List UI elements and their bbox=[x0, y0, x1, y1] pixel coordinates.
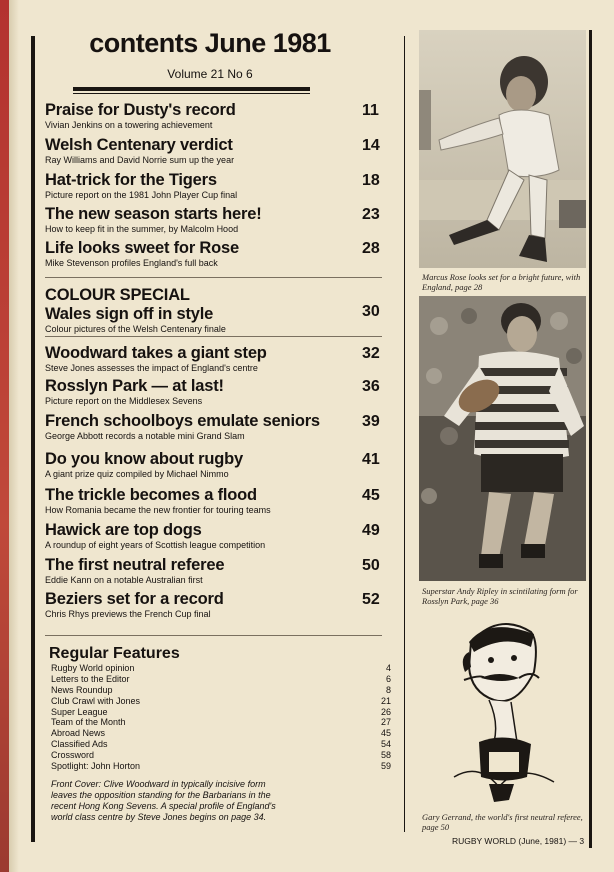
article-subtitle: How Romania became the new frontier for touring teams bbox=[45, 505, 271, 515]
binding-edge bbox=[0, 0, 9, 872]
article-subtitle: Ray Williams and David Norrie sum up the year bbox=[45, 155, 235, 165]
article-entry[interactable] bbox=[45, 412, 395, 442]
colour-special-entry[interactable] bbox=[45, 286, 395, 335]
regular-features-title: Regular Features bbox=[49, 645, 180, 662]
feature-label: Abroad News bbox=[51, 728, 106, 739]
photo-caption: Marcus Rose looks set for a bright future, with England, page 28 bbox=[422, 272, 581, 292]
front-cover-note: Front Cover: Clive Woodward in typically incisive form leaves the opposition standing for the Barbarians in the recent Hong Kong Sevens. A special profile of England's world class centre by Steve Jones begins on page 34. bbox=[51, 779, 276, 822]
article-page-number: 23 bbox=[362, 206, 380, 223]
feature-label: Spotlight: John Horton bbox=[51, 761, 141, 772]
article-heading: Hawick are top dogs bbox=[45, 521, 202, 539]
article-page-number: 52 bbox=[362, 591, 380, 608]
article-heading: Wales sign off in style bbox=[45, 305, 214, 323]
feature-page: 58 bbox=[380, 750, 391, 761]
article-entry[interactable] bbox=[45, 344, 395, 374]
article-subtitle: Mike Stevenson profiles England's full back bbox=[45, 258, 218, 268]
article-subtitle: Picture report on the Middlesex Sevens bbox=[45, 396, 203, 406]
regular-feature-item[interactable] bbox=[51, 707, 391, 718]
article-page-number: 18 bbox=[362, 172, 380, 189]
photo-andy-ripley bbox=[419, 296, 586, 581]
title-rule bbox=[73, 87, 310, 91]
article-heading: Rosslyn Park — at last! bbox=[45, 377, 224, 395]
feature-label: Club Crawl with Jones bbox=[51, 695, 141, 706]
article-page-number: 36 bbox=[362, 378, 380, 395]
feature-label: Crossword bbox=[51, 750, 95, 761]
photo-caption: Superstar Andy Ripley in scintilating form for Rosslyn Park, page 36 bbox=[422, 586, 578, 606]
regular-feature-item[interactable] bbox=[51, 674, 391, 685]
section-divider bbox=[45, 635, 382, 636]
regular-feature-item[interactable] bbox=[51, 685, 391, 696]
article-page-number: 45 bbox=[362, 487, 380, 504]
section-divider bbox=[45, 336, 382, 337]
feature-page: 59 bbox=[380, 761, 391, 772]
article-subtitle: Eddie Kann on a notable Australian first bbox=[45, 575, 203, 585]
article-subtitle: A giant prize quiz compiled by Michael Nimmo bbox=[45, 469, 229, 479]
section-divider bbox=[45, 277, 382, 278]
article-page-number: 49 bbox=[362, 522, 380, 539]
article-heading: Life looks sweet for Rose bbox=[45, 239, 239, 257]
feature-page: 45 bbox=[380, 728, 391, 739]
article-heading: Hat-trick for the Tigers bbox=[45, 171, 217, 189]
article-entry[interactable] bbox=[45, 136, 395, 166]
binding-shadow bbox=[9, 0, 19, 872]
feature-page: 21 bbox=[380, 695, 391, 706]
regular-feature-item[interactable] bbox=[51, 750, 391, 761]
article-subtitle: Vivian Jenkins on a towering achievement bbox=[45, 120, 213, 130]
page-edge-rule bbox=[589, 30, 592, 848]
article-subtitle: Chris Rhys previews the French Cup final bbox=[45, 609, 211, 619]
page-footer: RUGBY WORLD (June, 1981) — 3 bbox=[452, 836, 585, 846]
article-heading: Do you know about rugby bbox=[45, 450, 243, 468]
article-subtitle: Colour pictures of the Welsh Centenary finale bbox=[45, 324, 226, 334]
article-heading: Beziers set for a record bbox=[45, 590, 224, 608]
article-entry[interactable] bbox=[45, 590, 395, 620]
feature-page: 26 bbox=[380, 706, 391, 717]
article-entry[interactable] bbox=[45, 101, 395, 131]
regular-feature-item[interactable] bbox=[51, 761, 391, 772]
article-heading: The new season starts here! bbox=[45, 205, 262, 223]
article-heading: The trickle becomes a flood bbox=[45, 486, 257, 504]
regular-feature-item[interactable] bbox=[51, 728, 391, 739]
feature-page: 6 bbox=[385, 673, 391, 684]
article-entry[interactable] bbox=[45, 521, 395, 551]
article-page-number: 30 bbox=[362, 303, 380, 320]
regular-feature-item[interactable] bbox=[51, 739, 391, 750]
regular-feature-item[interactable] bbox=[51, 696, 391, 707]
article-heading: Praise for Dusty's record bbox=[45, 101, 236, 119]
article-entry[interactable] bbox=[45, 171, 395, 201]
regular-features-list bbox=[51, 663, 391, 772]
photo-caption: Gary Gerrand, the world's first neutral referee, page 50 bbox=[422, 812, 583, 832]
feature-label: Rugby World opinion bbox=[51, 663, 135, 673]
article-entry[interactable] bbox=[45, 377, 395, 407]
feature-label: Classified Ads bbox=[51, 739, 108, 750]
feature-page: 27 bbox=[380, 717, 391, 728]
right-column-rule bbox=[404, 36, 405, 832]
article-entry[interactable] bbox=[45, 239, 395, 269]
article-heading: Woodward takes a giant step bbox=[45, 344, 267, 362]
page-title: contents June 1981 bbox=[89, 28, 331, 58]
feature-page: 4 bbox=[385, 663, 391, 673]
article-subtitle: How to keep fit in the summer, by Malcolm Hood bbox=[45, 224, 239, 234]
title-rule-thin bbox=[73, 93, 310, 94]
photo-marcus-rose bbox=[419, 30, 586, 268]
article-page-number: 41 bbox=[362, 451, 380, 468]
feature-label: Letters to the Editor bbox=[51, 673, 130, 684]
left-column-rule bbox=[31, 36, 35, 842]
feature-page: 54 bbox=[380, 739, 391, 750]
regular-feature-item[interactable] bbox=[51, 663, 391, 674]
feature-label: Team of the Month bbox=[51, 717, 126, 728]
article-heading: French schoolboys emulate seniors bbox=[45, 412, 320, 430]
article-page-number: 50 bbox=[362, 557, 380, 574]
article-page-number: 32 bbox=[362, 345, 380, 362]
article-entry[interactable] bbox=[45, 556, 395, 586]
article-entry[interactable] bbox=[45, 205, 395, 235]
cartoon-referee bbox=[419, 612, 586, 808]
volume-number: Volume 21 No 6 bbox=[167, 67, 253, 81]
article-heading: Welsh Centenary verdict bbox=[45, 136, 233, 154]
article-heading: The first neutral referee bbox=[45, 556, 225, 574]
feature-label: News Roundup bbox=[51, 684, 113, 695]
article-page-number: 11 bbox=[362, 102, 379, 119]
article-entry[interactable] bbox=[45, 450, 395, 480]
regular-feature-item[interactable] bbox=[51, 717, 391, 728]
feature-label: Super League bbox=[51, 706, 108, 717]
article-page-number: 28 bbox=[362, 240, 380, 257]
article-subtitle: A roundup of eight years of Scottish league competition bbox=[45, 540, 266, 550]
feature-page: 8 bbox=[385, 684, 391, 695]
article-entry[interactable] bbox=[45, 486, 395, 516]
article-page-number: 39 bbox=[362, 413, 380, 430]
colour-special-kicker: COLOUR SPECIAL bbox=[45, 286, 190, 304]
article-subtitle: Picture report on the 1981 John Player Cup final bbox=[45, 190, 238, 200]
article-subtitle: George Abbott records a notable mini Grand Slam bbox=[45, 431, 245, 441]
article-subtitle: Steve Jones assesses the impact of England's centre bbox=[45, 363, 258, 373]
article-page-number: 14 bbox=[362, 137, 380, 154]
